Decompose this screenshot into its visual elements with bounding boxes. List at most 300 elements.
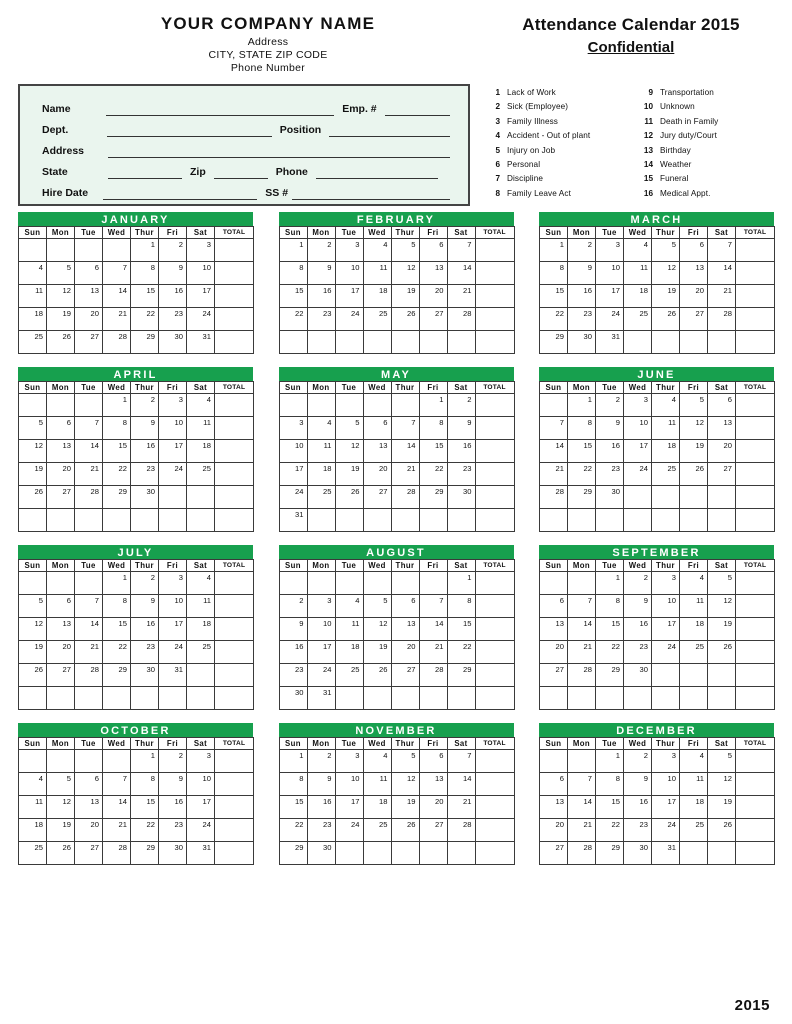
empty-day-cell[interactable] (363, 842, 391, 865)
day-cell[interactable]: 3 (596, 239, 624, 262)
day-cell[interactable]: 16 (568, 285, 596, 308)
week-total-cell[interactable] (215, 618, 254, 641)
week-total-cell[interactable] (215, 440, 254, 463)
day-cell[interactable]: 14 (419, 618, 447, 641)
day-cell[interactable]: 14 (75, 440, 103, 463)
day-cell[interactable]: 25 (680, 819, 708, 842)
day-cell[interactable]: 7 (103, 773, 131, 796)
day-cell[interactable]: 1 (447, 572, 475, 595)
day-cell[interactable]: 20 (419, 285, 447, 308)
day-cell[interactable]: 29 (568, 486, 596, 509)
day-cell[interactable]: 2 (131, 572, 159, 595)
day-cell[interactable]: 9 (624, 595, 652, 618)
day-cell[interactable]: 22 (540, 308, 568, 331)
day-cell[interactable]: 20 (540, 641, 568, 664)
day-cell[interactable]: 6 (75, 773, 103, 796)
day-cell[interactable]: 2 (624, 750, 652, 773)
day-cell[interactable]: 2 (279, 595, 307, 618)
empty-day-cell[interactable] (47, 687, 75, 710)
day-cell[interactable]: 18 (335, 641, 363, 664)
day-cell[interactable]: 11 (652, 417, 680, 440)
day-cell[interactable]: 11 (363, 262, 391, 285)
day-cell[interactable]: 4 (307, 417, 335, 440)
day-cell[interactable]: 16 (596, 440, 624, 463)
empty-day-cell[interactable] (568, 572, 596, 595)
day-cell[interactable]: 19 (363, 641, 391, 664)
week-total-cell[interactable] (736, 285, 775, 308)
week-total-cell[interactable] (736, 239, 775, 262)
day-cell[interactable]: 7 (447, 750, 475, 773)
day-cell[interactable]: 28 (708, 308, 736, 331)
day-cell[interactable]: 14 (447, 773, 475, 796)
day-cell[interactable]: 8 (279, 262, 307, 285)
day-cell[interactable]: 2 (596, 394, 624, 417)
empty-day-cell[interactable] (680, 486, 708, 509)
day-cell[interactable]: 23 (159, 308, 187, 331)
empty-day-cell[interactable] (75, 572, 103, 595)
day-cell[interactable]: 12 (19, 440, 47, 463)
empty-day-cell[interactable] (103, 750, 131, 773)
day-cell[interactable]: 16 (131, 618, 159, 641)
empty-day-cell[interactable] (159, 509, 187, 532)
day-cell[interactable]: 8 (419, 417, 447, 440)
empty-day-cell[interactable] (568, 750, 596, 773)
day-cell[interactable]: 4 (19, 773, 47, 796)
day-cell[interactable]: 19 (335, 463, 363, 486)
empty-day-cell[interactable] (335, 331, 363, 354)
day-cell[interactable]: 15 (540, 285, 568, 308)
day-cell[interactable]: 28 (568, 664, 596, 687)
empty-day-cell[interactable] (680, 687, 708, 710)
week-total-cell[interactable] (475, 486, 514, 509)
week-total-cell[interactable] (475, 664, 514, 687)
empty-day-cell[interactable] (391, 687, 419, 710)
empty-day-cell[interactable] (335, 842, 363, 865)
day-cell[interactable]: 29 (596, 842, 624, 865)
day-cell[interactable]: 21 (75, 463, 103, 486)
day-cell[interactable]: 7 (568, 773, 596, 796)
day-cell[interactable]: 20 (75, 308, 103, 331)
day-cell[interactable]: 12 (47, 796, 75, 819)
empty-day-cell[interactable] (447, 331, 475, 354)
day-cell[interactable]: 1 (103, 394, 131, 417)
day-cell[interactable]: 21 (568, 819, 596, 842)
day-cell[interactable]: 22 (131, 819, 159, 842)
day-cell[interactable]: 17 (187, 285, 215, 308)
day-cell[interactable]: 24 (279, 486, 307, 509)
empty-day-cell[interactable] (187, 486, 215, 509)
day-cell[interactable]: 3 (159, 394, 187, 417)
week-total-cell[interactable] (215, 394, 254, 417)
day-cell[interactable]: 9 (447, 417, 475, 440)
day-cell[interactable]: 6 (540, 595, 568, 618)
day-cell[interactable]: 15 (103, 618, 131, 641)
day-cell[interactable]: 8 (596, 773, 624, 796)
empty-day-cell[interactable] (307, 572, 335, 595)
position-input[interactable] (329, 124, 450, 137)
day-cell[interactable]: 20 (419, 796, 447, 819)
day-cell[interactable]: 21 (75, 641, 103, 664)
week-total-cell[interactable] (736, 842, 775, 865)
day-cell[interactable]: 3 (187, 239, 215, 262)
day-cell[interactable]: 10 (307, 618, 335, 641)
day-cell[interactable]: 22 (279, 308, 307, 331)
day-cell[interactable]: 1 (419, 394, 447, 417)
empty-day-cell[interactable] (19, 394, 47, 417)
empty-day-cell[interactable] (652, 331, 680, 354)
empty-day-cell[interactable] (131, 687, 159, 710)
day-cell[interactable]: 4 (363, 750, 391, 773)
day-cell[interactable]: 11 (680, 595, 708, 618)
empty-day-cell[interactable] (568, 687, 596, 710)
day-cell[interactable]: 13 (363, 440, 391, 463)
day-cell[interactable]: 29 (419, 486, 447, 509)
day-cell[interactable]: 27 (680, 308, 708, 331)
day-cell[interactable]: 5 (680, 394, 708, 417)
day-cell[interactable]: 19 (47, 308, 75, 331)
week-total-cell[interactable] (736, 819, 775, 842)
day-cell[interactable]: 21 (419, 641, 447, 664)
day-cell[interactable]: 31 (307, 687, 335, 710)
day-cell[interactable]: 14 (568, 796, 596, 819)
day-cell[interactable]: 12 (708, 773, 736, 796)
day-cell[interactable]: 21 (447, 285, 475, 308)
day-cell[interactable]: 3 (159, 572, 187, 595)
empty-day-cell[interactable] (447, 842, 475, 865)
day-cell[interactable]: 30 (279, 687, 307, 710)
day-cell[interactable]: 20 (540, 819, 568, 842)
day-cell[interactable]: 12 (652, 262, 680, 285)
day-cell[interactable]: 3 (335, 239, 363, 262)
day-cell[interactable]: 16 (624, 796, 652, 819)
day-cell[interactable]: 27 (47, 486, 75, 509)
day-cell[interactable]: 22 (568, 463, 596, 486)
empty-day-cell[interactable] (47, 394, 75, 417)
day-cell[interactable]: 14 (103, 285, 131, 308)
week-total-cell[interactable] (736, 750, 775, 773)
empty-day-cell[interactable] (187, 687, 215, 710)
week-total-cell[interactable] (215, 687, 254, 710)
week-total-cell[interactable] (736, 486, 775, 509)
empty-day-cell[interactable] (363, 572, 391, 595)
day-cell[interactable]: 20 (680, 285, 708, 308)
day-cell[interactable]: 13 (47, 440, 75, 463)
day-cell[interactable]: 19 (708, 618, 736, 641)
empty-day-cell[interactable] (363, 331, 391, 354)
day-cell[interactable]: 7 (540, 417, 568, 440)
day-cell[interactable]: 4 (363, 239, 391, 262)
day-cell[interactable]: 3 (279, 417, 307, 440)
day-cell[interactable]: 2 (159, 239, 187, 262)
day-cell[interactable]: 10 (652, 595, 680, 618)
day-cell[interactable]: 11 (187, 595, 215, 618)
day-cell[interactable]: 30 (307, 842, 335, 865)
day-cell[interactable]: 23 (307, 819, 335, 842)
day-cell[interactable]: 9 (131, 417, 159, 440)
empty-day-cell[interactable] (596, 509, 624, 532)
day-cell[interactable]: 15 (131, 796, 159, 819)
day-cell[interactable]: 20 (47, 641, 75, 664)
day-cell[interactable]: 24 (335, 308, 363, 331)
day-cell[interactable]: 19 (391, 285, 419, 308)
day-cell[interactable]: 13 (75, 285, 103, 308)
day-cell[interactable]: 18 (307, 463, 335, 486)
week-total-cell[interactable] (215, 417, 254, 440)
week-total-cell[interactable] (215, 239, 254, 262)
empty-day-cell[interactable] (47, 750, 75, 773)
day-cell[interactable]: 29 (447, 664, 475, 687)
day-cell[interactable]: 26 (335, 486, 363, 509)
empty-day-cell[interactable] (391, 331, 419, 354)
day-cell[interactable]: 23 (131, 463, 159, 486)
empty-day-cell[interactable] (708, 842, 736, 865)
empty-day-cell[interactable] (75, 750, 103, 773)
day-cell[interactable]: 28 (419, 664, 447, 687)
day-cell[interactable]: 26 (391, 308, 419, 331)
empty-day-cell[interactable] (363, 687, 391, 710)
day-cell[interactable]: 27 (75, 842, 103, 865)
day-cell[interactable]: 26 (19, 664, 47, 687)
empty-day-cell[interactable] (419, 572, 447, 595)
day-cell[interactable]: 17 (159, 618, 187, 641)
week-total-cell[interactable] (215, 641, 254, 664)
day-cell[interactable]: 11 (680, 773, 708, 796)
day-cell[interactable]: 10 (335, 773, 363, 796)
day-cell[interactable]: 9 (279, 618, 307, 641)
dept-input[interactable] (107, 124, 271, 137)
day-cell[interactable]: 2 (624, 572, 652, 595)
day-cell[interactable]: 19 (19, 463, 47, 486)
empty-day-cell[interactable] (624, 687, 652, 710)
day-cell[interactable]: 24 (159, 463, 187, 486)
day-cell[interactable]: 3 (624, 394, 652, 417)
day-cell[interactable]: 10 (279, 440, 307, 463)
day-cell[interactable]: 17 (652, 796, 680, 819)
empty-day-cell[interactable] (187, 509, 215, 532)
day-cell[interactable]: 30 (159, 331, 187, 354)
week-total-cell[interactable] (475, 308, 514, 331)
zip-input[interactable] (214, 166, 268, 179)
day-cell[interactable]: 20 (363, 463, 391, 486)
day-cell[interactable]: 22 (447, 641, 475, 664)
week-total-cell[interactable] (475, 750, 514, 773)
day-cell[interactable]: 1 (279, 239, 307, 262)
day-cell[interactable]: 22 (103, 641, 131, 664)
day-cell[interactable]: 11 (307, 440, 335, 463)
day-cell[interactable]: 10 (624, 417, 652, 440)
week-total-cell[interactable] (215, 773, 254, 796)
day-cell[interactable]: 8 (540, 262, 568, 285)
day-cell[interactable]: 7 (568, 595, 596, 618)
week-total-cell[interactable] (475, 595, 514, 618)
day-cell[interactable]: 3 (187, 750, 215, 773)
day-cell[interactable]: 20 (391, 641, 419, 664)
day-cell[interactable]: 14 (540, 440, 568, 463)
day-cell[interactable]: 19 (47, 819, 75, 842)
week-total-cell[interactable] (475, 618, 514, 641)
day-cell[interactable]: 28 (568, 842, 596, 865)
day-cell[interactable]: 9 (159, 262, 187, 285)
empty-day-cell[interactable] (540, 750, 568, 773)
day-cell[interactable]: 16 (307, 285, 335, 308)
day-cell[interactable]: 17 (596, 285, 624, 308)
empty-day-cell[interactable] (19, 509, 47, 532)
day-cell[interactable]: 30 (624, 842, 652, 865)
day-cell[interactable]: 22 (419, 463, 447, 486)
week-total-cell[interactable] (475, 394, 514, 417)
week-total-cell[interactable] (736, 509, 775, 532)
day-cell[interactable]: 14 (391, 440, 419, 463)
day-cell[interactable]: 19 (680, 440, 708, 463)
day-cell[interactable]: 20 (708, 440, 736, 463)
day-cell[interactable]: 16 (279, 641, 307, 664)
day-cell[interactable]: 4 (187, 572, 215, 595)
day-cell[interactable]: 9 (159, 773, 187, 796)
day-cell[interactable]: 13 (391, 618, 419, 641)
day-cell[interactable]: 2 (307, 750, 335, 773)
day-cell[interactable]: 29 (103, 486, 131, 509)
day-cell[interactable]: 28 (75, 664, 103, 687)
day-cell[interactable]: 10 (335, 262, 363, 285)
day-cell[interactable]: 17 (335, 796, 363, 819)
day-cell[interactable]: 31 (596, 331, 624, 354)
day-cell[interactable]: 5 (19, 417, 47, 440)
day-cell[interactable]: 25 (19, 842, 47, 865)
day-cell[interactable]: 9 (568, 262, 596, 285)
day-cell[interactable]: 25 (307, 486, 335, 509)
day-cell[interactable]: 5 (47, 262, 75, 285)
empty-day-cell[interactable] (391, 509, 419, 532)
day-cell[interactable]: 23 (624, 819, 652, 842)
empty-day-cell[interactable] (307, 394, 335, 417)
empty-day-cell[interactable] (279, 394, 307, 417)
day-cell[interactable]: 31 (187, 842, 215, 865)
day-cell[interactable]: 26 (47, 842, 75, 865)
empty-day-cell[interactable] (159, 687, 187, 710)
day-cell[interactable]: 18 (652, 440, 680, 463)
day-cell[interactable]: 28 (447, 308, 475, 331)
day-cell[interactable]: 8 (103, 595, 131, 618)
empty-day-cell[interactable] (624, 331, 652, 354)
day-cell[interactable]: 19 (708, 796, 736, 819)
day-cell[interactable]: 15 (568, 440, 596, 463)
day-cell[interactable]: 25 (363, 308, 391, 331)
day-cell[interactable]: 23 (568, 308, 596, 331)
day-cell[interactable]: 8 (568, 417, 596, 440)
day-cell[interactable]: 9 (307, 773, 335, 796)
day-cell[interactable]: 5 (363, 595, 391, 618)
week-total-cell[interactable] (475, 440, 514, 463)
empty-day-cell[interactable] (708, 509, 736, 532)
empty-day-cell[interactable] (708, 664, 736, 687)
day-cell[interactable]: 23 (596, 463, 624, 486)
week-total-cell[interactable] (736, 440, 775, 463)
day-cell[interactable]: 26 (708, 819, 736, 842)
day-cell[interactable]: 12 (19, 618, 47, 641)
day-cell[interactable]: 1 (596, 572, 624, 595)
day-cell[interactable]: 23 (279, 664, 307, 687)
day-cell[interactable]: 27 (419, 819, 447, 842)
week-total-cell[interactable] (736, 331, 775, 354)
empty-day-cell[interactable] (624, 486, 652, 509)
day-cell[interactable]: 4 (680, 750, 708, 773)
day-cell[interactable]: 18 (19, 819, 47, 842)
day-cell[interactable]: 14 (75, 618, 103, 641)
day-cell[interactable]: 7 (419, 595, 447, 618)
week-total-cell[interactable] (215, 486, 254, 509)
empty-day-cell[interactable] (335, 509, 363, 532)
week-total-cell[interactable] (736, 687, 775, 710)
day-cell[interactable]: 31 (279, 509, 307, 532)
empty-day-cell[interactable] (335, 687, 363, 710)
empty-day-cell[interactable] (419, 509, 447, 532)
day-cell[interactable]: 27 (75, 331, 103, 354)
day-cell[interactable]: 14 (103, 796, 131, 819)
day-cell[interactable]: 26 (652, 308, 680, 331)
day-cell[interactable]: 6 (363, 417, 391, 440)
week-total-cell[interactable] (475, 842, 514, 865)
day-cell[interactable]: 18 (187, 618, 215, 641)
week-total-cell[interactable] (215, 572, 254, 595)
day-cell[interactable]: 27 (419, 308, 447, 331)
day-cell[interactable]: 14 (708, 262, 736, 285)
day-cell[interactable]: 23 (159, 819, 187, 842)
empty-day-cell[interactable] (279, 572, 307, 595)
day-cell[interactable]: 15 (279, 285, 307, 308)
day-cell[interactable]: 13 (540, 796, 568, 819)
day-cell[interactable]: 6 (391, 595, 419, 618)
day-cell[interactable]: 13 (708, 417, 736, 440)
day-cell[interactable]: 6 (47, 595, 75, 618)
day-cell[interactable]: 25 (19, 331, 47, 354)
day-cell[interactable]: 11 (335, 618, 363, 641)
empty-day-cell[interactable] (708, 687, 736, 710)
day-cell[interactable]: 24 (624, 463, 652, 486)
day-cell[interactable]: 22 (279, 819, 307, 842)
day-cell[interactable]: 8 (596, 595, 624, 618)
empty-day-cell[interactable] (624, 509, 652, 532)
day-cell[interactable]: 12 (391, 262, 419, 285)
day-cell[interactable]: 27 (540, 842, 568, 865)
day-cell[interactable]: 9 (307, 262, 335, 285)
day-cell[interactable]: 1 (279, 750, 307, 773)
day-cell[interactable]: 8 (131, 773, 159, 796)
day-cell[interactable]: 13 (75, 796, 103, 819)
week-total-cell[interactable] (475, 687, 514, 710)
day-cell[interactable]: 23 (447, 463, 475, 486)
day-cell[interactable]: 1 (103, 572, 131, 595)
week-total-cell[interactable] (475, 641, 514, 664)
day-cell[interactable]: 14 (447, 262, 475, 285)
day-cell[interactable]: 4 (680, 572, 708, 595)
empty-day-cell[interactable] (447, 687, 475, 710)
day-cell[interactable]: 24 (335, 819, 363, 842)
day-cell[interactable]: 8 (279, 773, 307, 796)
day-cell[interactable]: 21 (708, 285, 736, 308)
week-total-cell[interactable] (215, 262, 254, 285)
day-cell[interactable]: 8 (103, 417, 131, 440)
week-total-cell[interactable] (215, 842, 254, 865)
day-cell[interactable]: 29 (279, 842, 307, 865)
empty-day-cell[interactable] (307, 509, 335, 532)
day-cell[interactable]: 6 (419, 750, 447, 773)
day-cell[interactable]: 17 (307, 641, 335, 664)
week-total-cell[interactable] (736, 664, 775, 687)
day-cell[interactable]: 26 (680, 463, 708, 486)
day-cell[interactable]: 6 (680, 239, 708, 262)
day-cell[interactable]: 22 (103, 463, 131, 486)
day-cell[interactable]: 17 (335, 285, 363, 308)
